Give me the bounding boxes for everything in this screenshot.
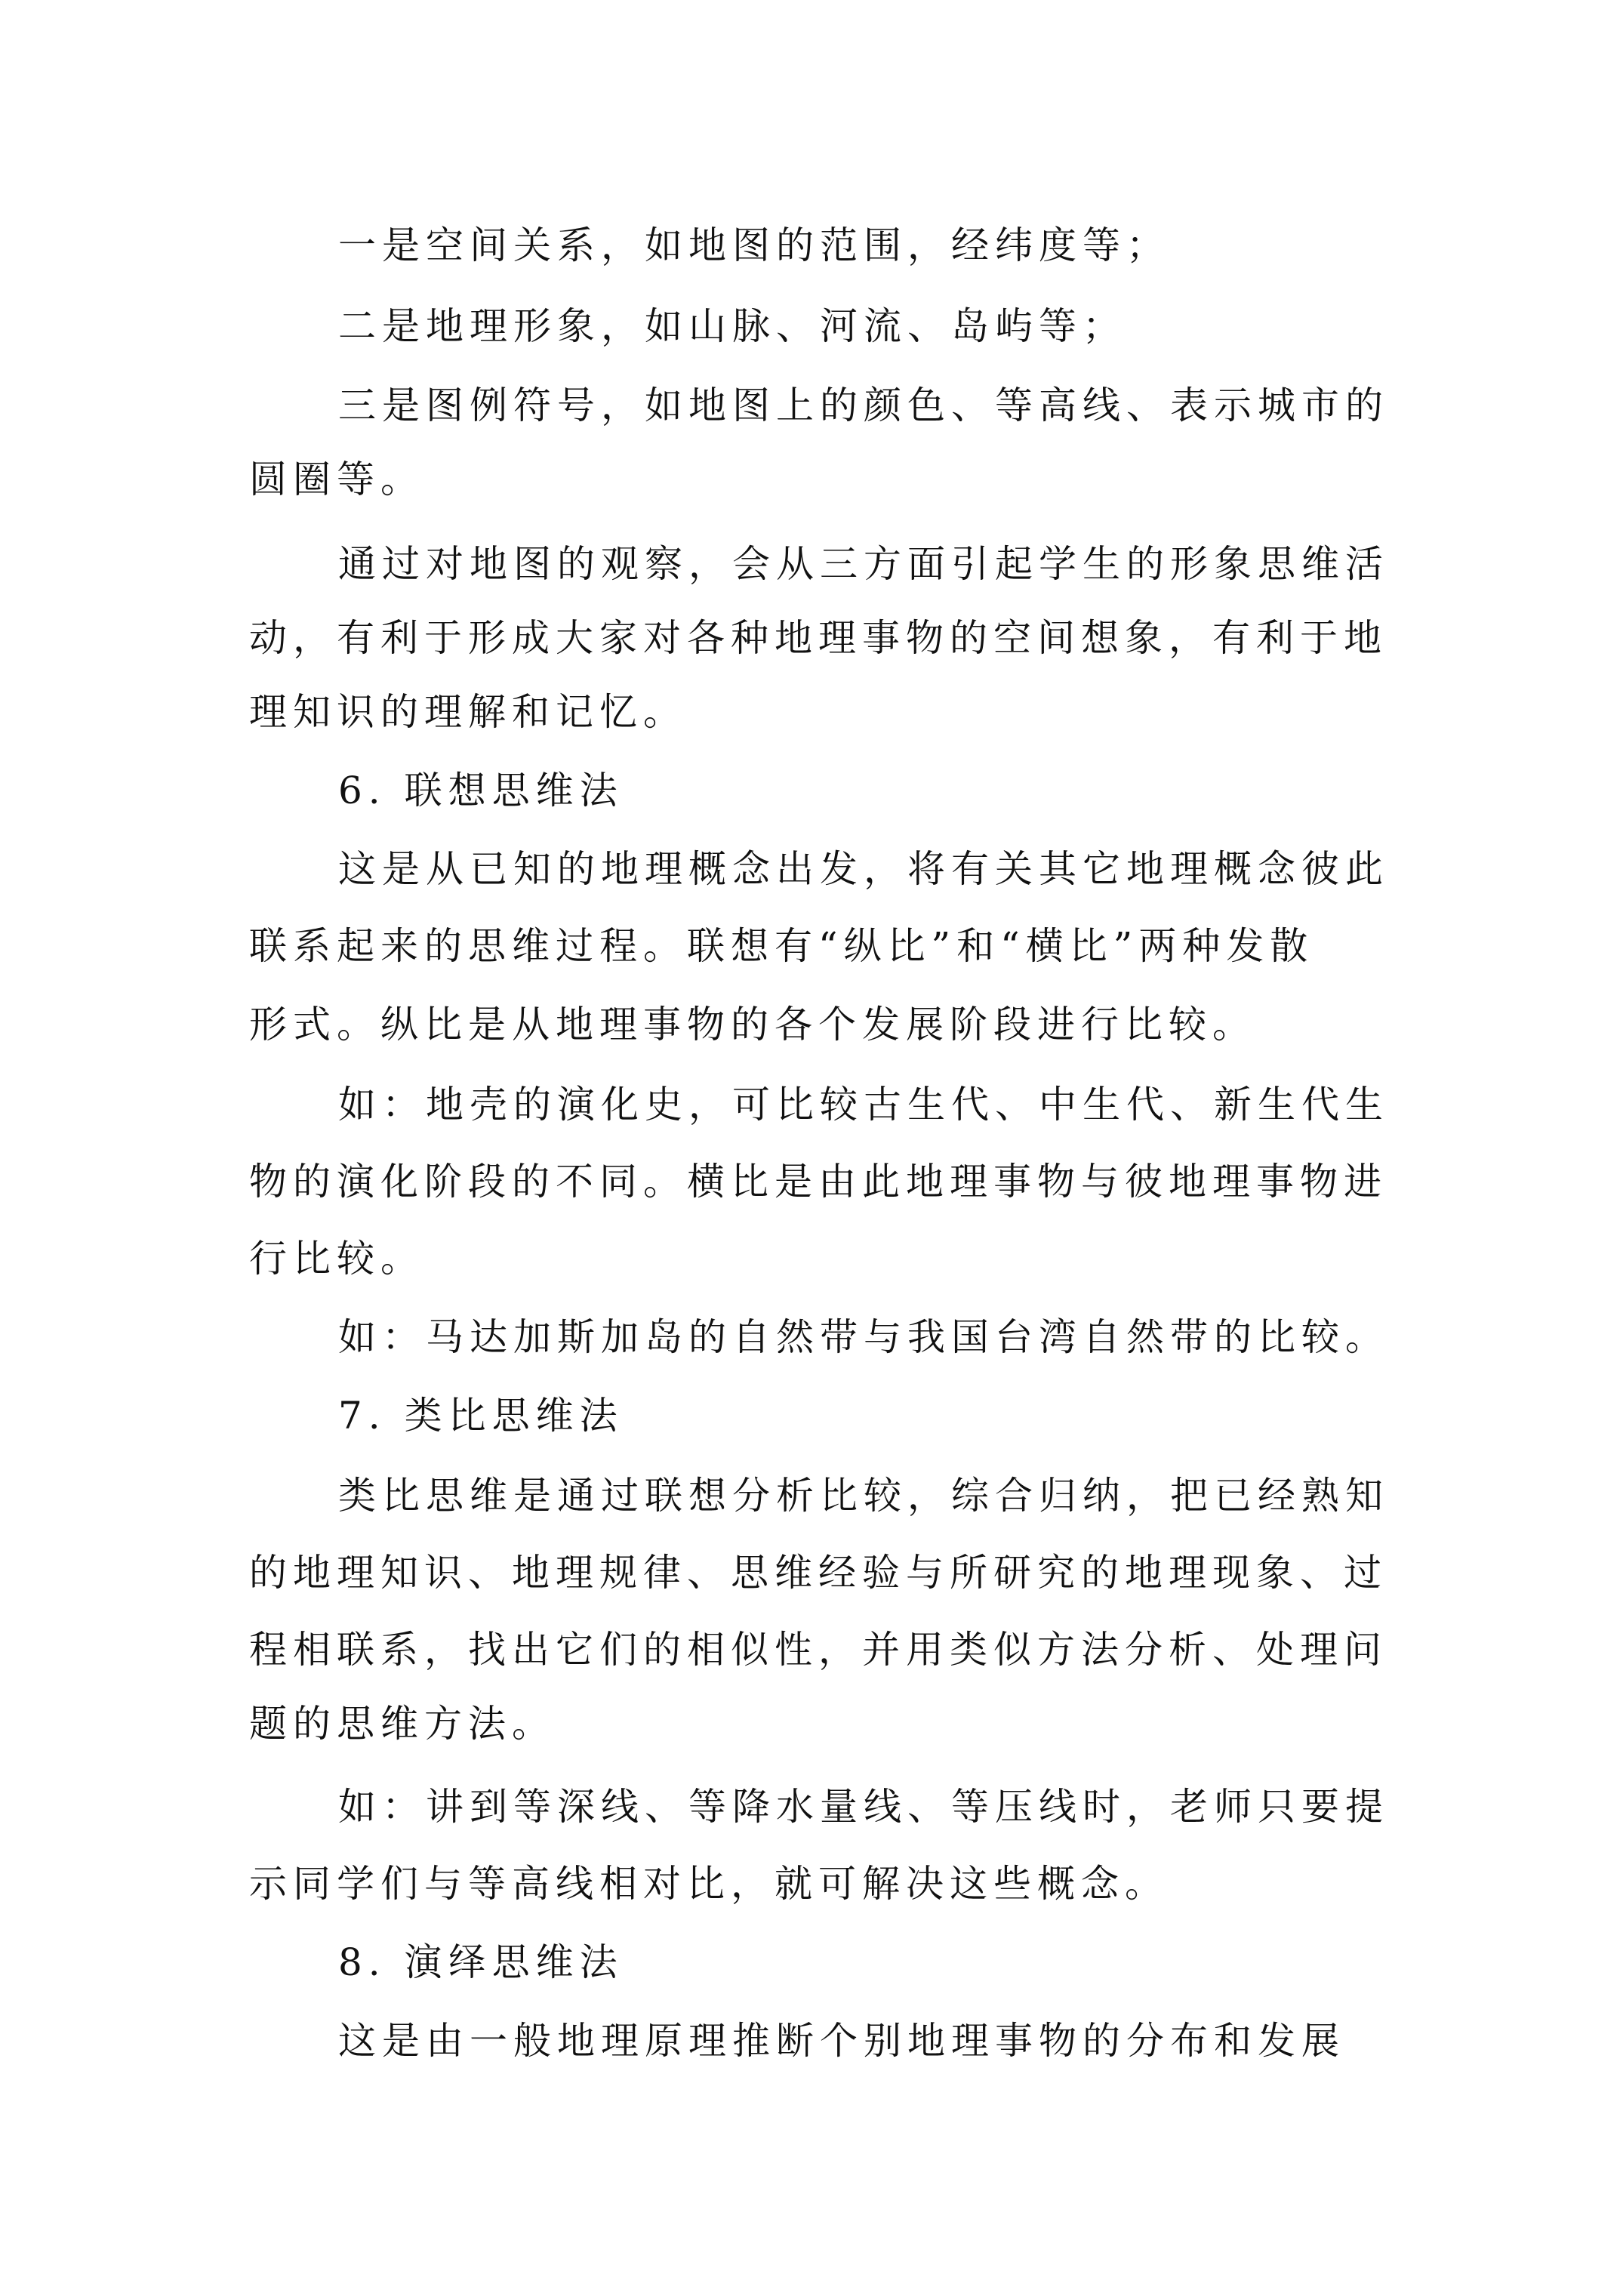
text-line: 这是从已知的地理概念出发，将有关其它地理概念彼此 — [338, 847, 1389, 891]
text-line: 如：马达加斯加岛的自然带与我国台湾自然带的比较。 — [338, 1315, 1389, 1359]
text-line: 这是由一般地理原理推断个别地理事物的分布和发展 — [338, 2019, 1345, 2063]
text-line: 二是地理形象，如山脉、河流、岛屿等； — [338, 304, 1126, 348]
text-line: 通过对地图的观察，会从三方面引起学生的形象思维活 — [338, 542, 1389, 586]
text-line: 如：地壳的演化史，可比较古生代、中生代、新生代生 — [338, 1083, 1389, 1126]
text-line: 行比较。 — [249, 1237, 424, 1281]
text-line: 形式。纵比是从地理事物的各个发展阶段进行比较。 — [249, 1003, 1256, 1046]
text-line: 类比思维是通过联想分析比较，综合归纳，把已经熟知 — [338, 1474, 1389, 1518]
section-heading: 6. 联想思维法 — [338, 769, 624, 812]
text-line: 程相联系，找出它们的相似性，并用类似方法分析、处理问 — [249, 1628, 1387, 1672]
text-line: 的地理知识、地理规律、思维经验与所研究的地理现象、过 — [249, 1551, 1387, 1595]
section-heading: 7. 类比思维法 — [338, 1394, 624, 1438]
text-line: 物的演化阶段的不同。横比是由此地理事物与彼地理事物进 — [249, 1160, 1387, 1203]
text-line: 动，有利于形成大家对各种地理事物的空间想象，有利于地 — [249, 616, 1387, 660]
text-line: 题的思维方法。 — [249, 1702, 556, 1746]
text-line: 圆圈等。 — [249, 458, 424, 501]
text-line: 如：讲到等深线、等降水量线、等压线时，老师只要提 — [338, 1785, 1389, 1829]
text-line: 示同学们与等高线相对比，就可解决这些概念。 — [249, 1862, 1169, 1906]
section-heading: 8. 演绎思维法 — [338, 1940, 624, 1984]
text-line: 联系起来的思维过程。联想有“纵比”和“横比”两种发散 — [249, 924, 1314, 968]
text-line: 三是图例符号，如地图上的颜色、等高线、表示城市的 — [338, 384, 1389, 427]
text-line: 一是空间关系，如地图的范围，经纬度等； — [338, 223, 1170, 267]
text-line: 理知识的理解和记忆。 — [249, 690, 687, 734]
